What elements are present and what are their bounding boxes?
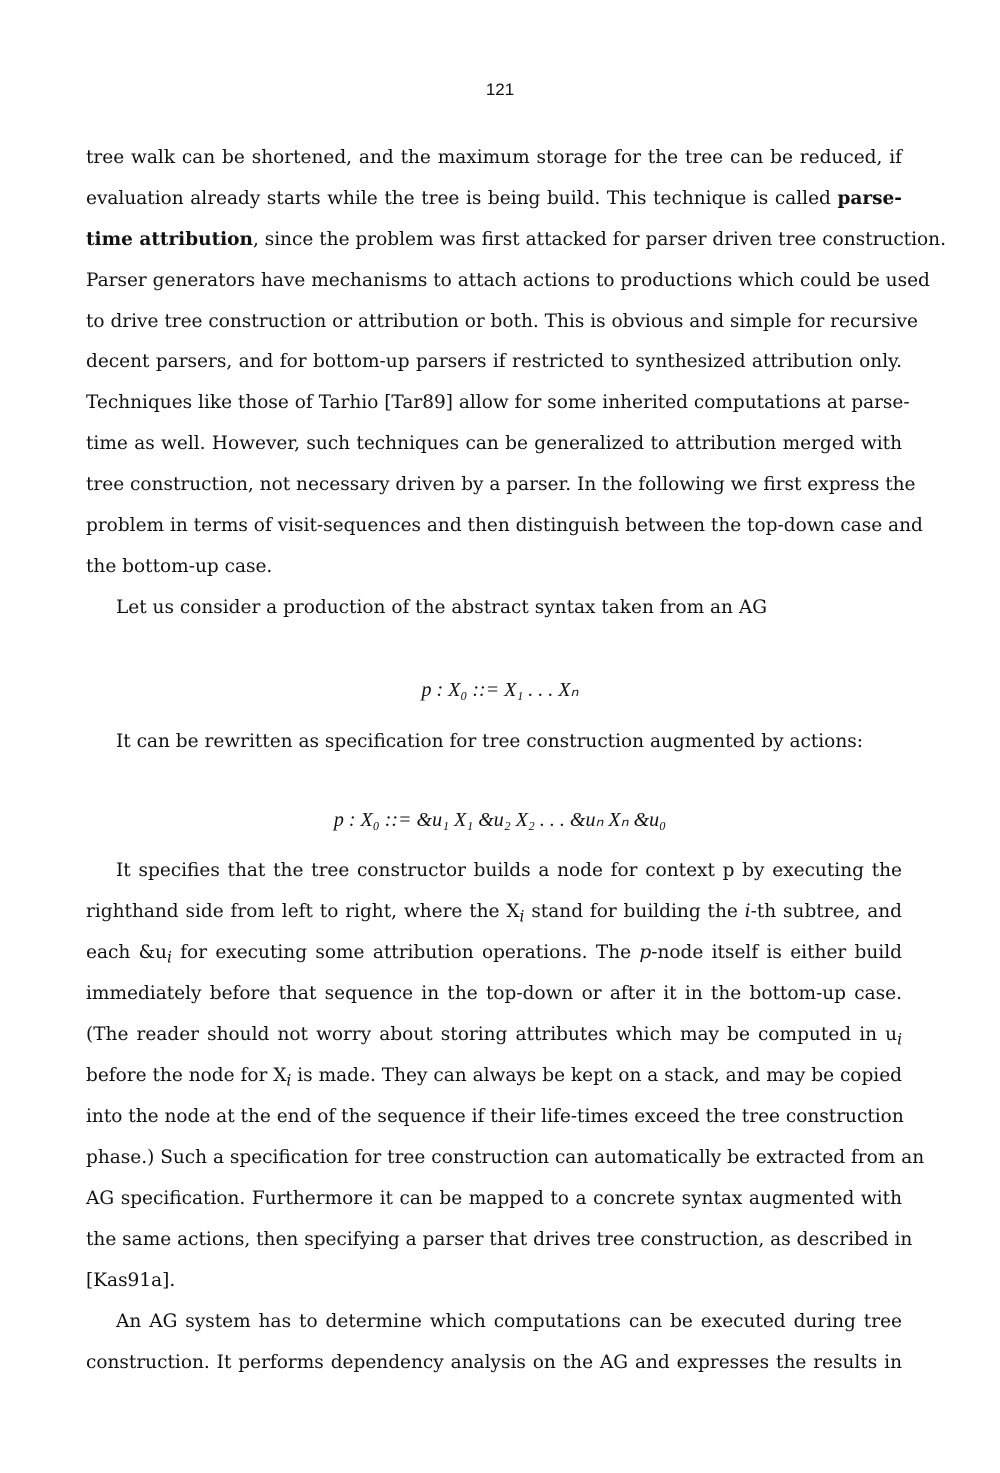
term-bold: time attribution bbox=[86, 229, 253, 250]
text-line: tree construction, not necessary driven by a parser. In the following we first express the bbox=[86, 474, 916, 495]
text-line: problem in terms of visit-sequences and then distinguish between the top-down case and bbox=[86, 515, 923, 536]
text-line: time as well. However, such techniques can be generalized to attribution merged with bbox=[86, 433, 902, 454]
text-line: immediately before that sequence in the top-down or after it in the bottom-up case. bbox=[86, 983, 902, 1004]
text-line: righthand side from left to right, where the $X_i$ stand for building the i-th subtree, and bbox=[86, 901, 902, 926]
text-line: the bottom-up case. bbox=[86, 556, 273, 577]
text-line: evaluation already starts while the tree is being build. This technique is called parse- bbox=[86, 188, 902, 209]
formula-production: p : X₀ ::= X₁ . . . Xₙ bbox=[421, 679, 579, 701]
text-line: An AG system has to determine which computations can be executed during tree bbox=[116, 1311, 902, 1332]
text-line: each $\&u_i$ for executing some attribution operations. The p-node itself is either build bbox=[86, 942, 902, 967]
term-bold: parse- bbox=[837, 188, 902, 209]
text-line: into the node at the end of the sequence if their life-times exceed the tree construction bbox=[86, 1106, 904, 1127]
text-line: It specifies that the tree constructor builds a node for context p by executing the bbox=[116, 860, 902, 881]
page-number: 121 bbox=[485, 80, 515, 99]
text-line: before the node for $X_i$ is made. They can always be kept on a stack, and may be copied bbox=[86, 1065, 902, 1090]
text-line: It can be rewritten as specification for tree construction augmented by actions: bbox=[116, 731, 863, 752]
text-line: Techniques like those of Tarhio [Tar89] allow for some inherited computations at parse- bbox=[86, 392, 910, 413]
text-line: AG specification. Furthermore it can be mapped to a concrete syntax augmented with bbox=[86, 1188, 902, 1209]
text-line: to drive tree construction or attribution or both. This is obvious and simple for recursive bbox=[86, 311, 918, 332]
text-line: time attribution, since the problem was first attacked for parser driven tree construction. bbox=[86, 229, 946, 250]
formula-augmented: p : X₀ ::= &u₁ X₁ &u₂ X₂ . . . &uₙ Xₙ &u₀ bbox=[333, 809, 667, 831]
text-line: Let us consider a production of the abstract syntax taken from an AG bbox=[116, 597, 767, 618]
text-line: decent parsers, and for bottom-up parsers if restricted to synthesized attribution only. bbox=[86, 351, 902, 372]
text-line: the same actions, then specifying a parser that drives tree construction, as described in bbox=[86, 1229, 913, 1250]
text-line: Parser generators have mechanisms to attach actions to productions which could be used bbox=[86, 270, 930, 291]
text-line: construction. It performs dependency analysis on the AG and expresses the results in bbox=[86, 1352, 902, 1373]
text-line: (The reader should not worry about storing attributes which may be computed in $u_i$ bbox=[86, 1024, 902, 1049]
text-line: [Kas91a]. bbox=[86, 1270, 176, 1291]
text-line: phase.) Such a specification for tree construction can automatically be extracted from an bbox=[86, 1147, 925, 1168]
text-line: tree walk can be shortened, and the maximum storage for the tree can be reduced, if bbox=[86, 147, 902, 168]
